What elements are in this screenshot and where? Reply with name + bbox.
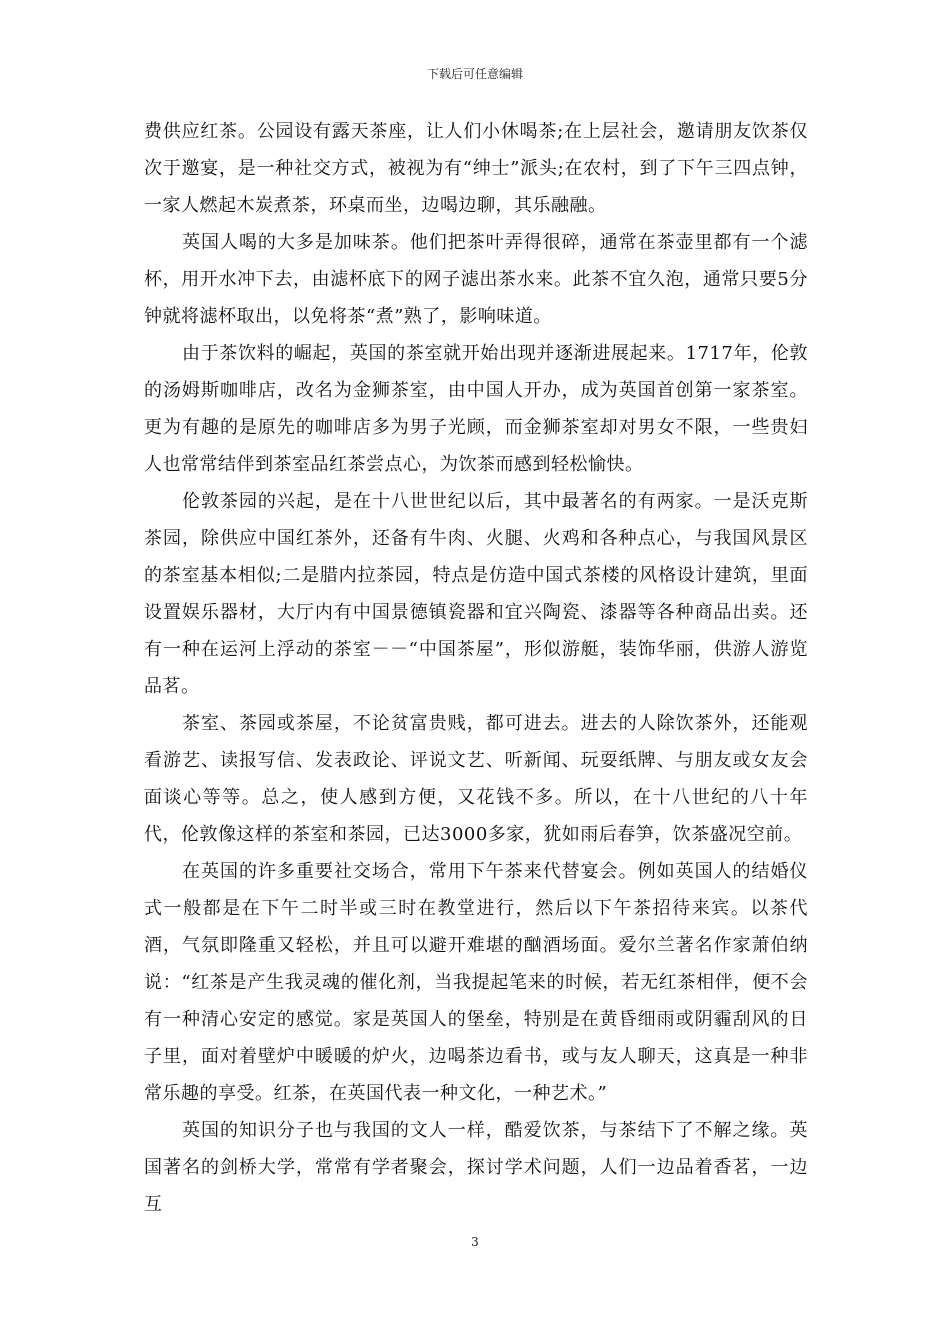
page-header: 下载后可任意编辑: [426, 67, 523, 81]
body-text: [144, 113, 808, 1223]
paragraph: 费供应红茶。公园设有露天茶座，让人们小休喝茶;在上层社会，邀请朋友饮茶仅次于邀宴，是一种社交方式，被视为有“绅士”派头;在农村，到了下午三四点钟，一家人燃起木炭煮茶，环桌而坐，边喝边聊，其乐融融。: [144, 121, 808, 216]
paragraph: 伦敦茶园的兴起，是在十八世世纪以后，其中最著名的有两家。一是沃克斯茶园，除供应中国红茶外，还备有牛肉、火腿、火鸡和各种点心，与我国风景区的茶室基本相似;二是腊内拉茶园，特点是仿造中国式茶楼的风格设计建筑，里面设置娱乐器材，大厅内有中国景德镇瓷器和宜兴陶瓷、漆器等各种商品出卖。还有一种在运河上浮动的茶室－－“中国茶屋”，形似游艇，装饰华丽，供游人游览品茗。: [144, 491, 808, 697]
paragraph: 在英国的许多重要社交场合，常用下午茶来代替宴会。例如英国人的结婚仪式一般都是在下午二时半或三时在教堂进行，然后以下午茶招待来宾。以茶代酒，气氛即隆重又轻松，并且可以避开难堪的酗酒场面。爱尔兰著名作家萧伯纳说：“红茶是产生我灵魂的催化剂，当我提起笔来的时候，若无红茶相伴，便不会有一种清心安定的感觉。家是英国人的堡垒，特别是在黄昏细雨或阴霾刮风的日子里，面对着壁炉中暖暖的炉火，边喝茶边看书，或与友人聊天，这真是一种非常乐趣的享受。红茶，在英国代表一种文化，一种艺术。”: [144, 861, 808, 1104]
paragraph: 由于茶饮料的崛起，英国的茶室就开始出现并逐渐进展起来。1717年，伦敦的汤姆斯咖啡店，改名为金狮茶室，由中国人开办，成为英国首创第一家茶室。更为有趣的是原先的咖啡店多为男子光顾，而金狮茶室却对男女不限，一些贵妇人也常常结伴到茶室品红茶尝点心，为饮茶而感到轻松愉快。: [144, 343, 808, 475]
paragraph: 英国人喝的大多是加味茶。他们把茶叶弄得很碎，通常在茶壶里都有一个滤杯，用开水冲下去，由滤杯底下的网子滤出茶水来。此茶不宜久泡，通常只要5分钟就将滤杯取出，以免将茶“煮”熟了，影响味道。: [144, 232, 808, 327]
paragraph: 英国的知识分子也与我国的文人一样，酷爱饮茶，与茶结下了不解之缘。英国著名的剑桥大学，常常有学者聚会，探讨学术问题，人们一边品着香茗，一边互: [144, 1120, 808, 1215]
paragraph: 茶室、茶园或茶屋，不论贫富贵贱，都可进去。进去的人除饮茶外，还能观看游艺、读报写信、发表政论、评说文艺、听新闻、玩耍纸牌、与朋友或女友会面谈心等等。总之，使人感到方便，又花钱不多。所以，在十八世纪的八十年代，伦敦像这样的茶室和茶园，已达3000多家，犹如雨后春笋，饮茶盛况空前。: [144, 713, 808, 845]
page-number: 3: [471, 1235, 479, 1249]
